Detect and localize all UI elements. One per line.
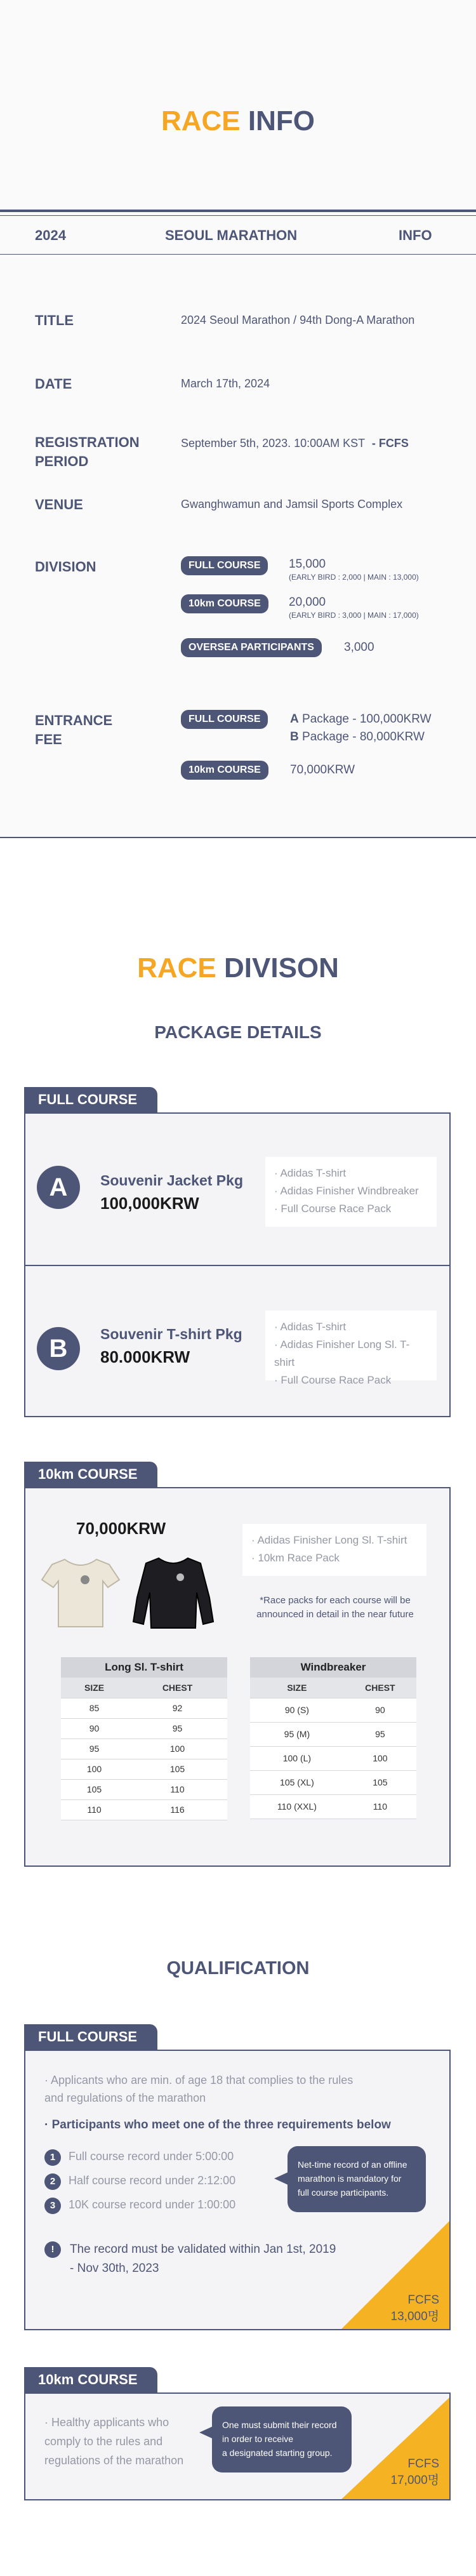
- requirement-item: [44, 2198, 235, 2214]
- division-full-num: 15,000: [289, 557, 326, 571]
- full-fcfs-label: FCFS: [407, 2293, 439, 2307]
- net-time-bubble-line2: marathon is mandatory for: [298, 2173, 402, 2184]
- table-cell: 95: [128, 1718, 227, 1738]
- black-longsleeve-image: [132, 1553, 215, 1632]
- label-title: TITLE: [35, 312, 74, 328]
- fee-10k-value: 70,000KRW: [290, 763, 355, 777]
- table-cell: 90: [344, 1698, 416, 1722]
- table-cell: 105 (XL): [250, 1770, 344, 1794]
- package-b-badge: B: [37, 1327, 80, 1370]
- table-cell: 85: [61, 1698, 128, 1718]
- table-cell: 105: [344, 1770, 416, 1794]
- table-cell: 110 (XXL): [250, 1794, 344, 1819]
- package-b-item: · Full Course Race Pack: [274, 1374, 392, 1386]
- qualification-title: QUALIFICATION: [166, 1958, 310, 1979]
- windbreaker-size-table: [250, 1657, 416, 1819]
- ten-km-note-line1: *Race packs for each course will be: [260, 1595, 411, 1606]
- package-b-price: 80.000KRW: [100, 1347, 190, 1366]
- table-cell: 100 (L): [250, 1746, 344, 1770]
- label-registration-line2: PERIOD: [35, 453, 89, 469]
- full-fcfs-corner: [355, 2292, 439, 2325]
- record-bubble: [212, 2406, 352, 2473]
- race-division-title-accent: RACE: [137, 952, 216, 984]
- ten-km-price: 70,000KRW: [76, 1519, 166, 1538]
- race-info-title-accent: RACE: [161, 105, 241, 137]
- requirement-number: 2: [44, 2173, 61, 2190]
- qual-full-tab: FULL COURSE: [24, 2024, 157, 2050]
- record-bubble-line2: in order to receive: [222, 2434, 294, 2444]
- package-b-items-box: [265, 1311, 437, 1386]
- table-row: [61, 1718, 227, 1738]
- race-info-section: [0, 0, 476, 838]
- longsleeve-table-title: Long Sl. T-shirt: [61, 1657, 227, 1678]
- ten-fcfs-count: 17,000명: [390, 2474, 439, 2487]
- header-col-info: INFO: [399, 227, 432, 243]
- header-col-event: SEOUL MARATHON: [165, 227, 298, 243]
- requirement-item: [44, 2173, 235, 2190]
- table-row: [61, 1779, 227, 1799]
- ten-fcfs-corner: [355, 2456, 439, 2489]
- table-row: [250, 1770, 416, 1794]
- division-oversea-pill: OVERSEA PARTICIPANTS: [181, 638, 322, 657]
- fee-package-b: [290, 730, 425, 744]
- label-registration-line1: REGISTRATION: [35, 434, 140, 450]
- ten-km-tab: 10km COURSE: [24, 1462, 157, 1487]
- ten-km-note: [234, 1594, 437, 1622]
- ten-km-items-box: [242, 1524, 426, 1576]
- package-b-name: Souvenir T-shirt Pkg: [100, 1326, 242, 1342]
- requirement-text: Full course record under 5:00:00: [69, 2150, 234, 2163]
- table-row: [61, 1799, 227, 1820]
- longsleeve-size-table: [61, 1657, 227, 1820]
- package-divider: [25, 1265, 449, 1266]
- package-b-item: · Adidas T-shirt: [274, 1321, 347, 1333]
- table-row: [250, 1722, 416, 1746]
- ten-km-note-line2: announced in detail in the near future: [256, 1609, 414, 1620]
- qual-10k-line2: comply to the rules and: [44, 2435, 163, 2448]
- package-details-subtitle: PACKAGE DETAILS: [154, 1022, 322, 1042]
- requirement-item: [44, 2149, 234, 2166]
- package-a-price: 100,000KRW: [100, 1194, 199, 1213]
- table-cell: 110: [344, 1794, 416, 1819]
- table-cell: 105: [61, 1779, 128, 1799]
- table-row: [250, 1794, 416, 1819]
- package-a-item: · Adidas T-shirt: [274, 1167, 347, 1179]
- net-time-bubble-line3: full course participants.: [298, 2187, 389, 2198]
- ten-km-item: · Adidas Finisher Long Sl. T-shirt: [251, 1534, 407, 1546]
- longsleeve-header-size: SIZE: [61, 1678, 128, 1698]
- table-row: [61, 1698, 227, 1718]
- fee-package-b-text: Package - 80,000KRW: [302, 730, 425, 744]
- package-a-name: Souvenir Jacket Pkg: [100, 1172, 243, 1189]
- record-bubble-line3: a designated starting group.: [222, 2448, 333, 2458]
- division-full-pill-badge: FULL COURSE: [181, 556, 268, 575]
- package-a-items-box: [265, 1157, 437, 1227]
- full-fcfs-count: 13,000명: [390, 2310, 439, 2323]
- label-date: DATE: [35, 376, 72, 392]
- header-divider-bottom: [0, 254, 476, 255]
- table-cell: 110: [61, 1799, 128, 1820]
- requirement-number: 3: [44, 2198, 61, 2214]
- requirement-number: 1: [44, 2149, 61, 2166]
- division-10k-num: 20,000: [289, 596, 326, 609]
- fee-package-b-letter: B: [290, 730, 299, 744]
- value-venue: Gwanghwamun and Jamsil Sports Complex: [181, 498, 403, 511]
- qual-full-heading: · Participants who meet one of the three requirements below: [44, 2118, 391, 2132]
- package-a-badge: A: [37, 1166, 80, 1209]
- qual-full-intro: [44, 2071, 353, 2107]
- race-division-title: [0, 952, 476, 984]
- qual-full-intro-line1: · Applicants who are min. of age 18 that complies to the rules: [44, 2074, 354, 2086]
- package-b-item: · Adidas Finisher Long Sl. T-shirt: [274, 1338, 410, 1368]
- fee-full-pill: FULL COURSE: [181, 710, 268, 729]
- table-cell: 90 (S): [250, 1698, 344, 1722]
- windbreaker-header-chest: CHEST: [344, 1678, 416, 1698]
- validation-notice: [44, 2240, 336, 2278]
- table-row: [61, 1738, 227, 1759]
- package-a-item: · Adidas Finisher Windbreaker: [274, 1185, 419, 1197]
- requirement-text: 10K course record under 1:00:00: [69, 2198, 236, 2211]
- race-info-title: [0, 105, 476, 137]
- qual-10k-line3: regulations of the marathon: [44, 2454, 184, 2467]
- white-tshirt-image: [39, 1554, 122, 1631]
- label-venue: VENUE: [35, 497, 83, 512]
- table-cell: 92: [128, 1698, 227, 1718]
- windbreaker-table-title: Windbreaker: [250, 1657, 416, 1678]
- validation-line1: The record must be validated within Jan 1st, 2019: [70, 2243, 336, 2256]
- full-course-tab: FULL COURSE: [24, 1087, 157, 1112]
- race-division-title-main: DIVISON: [224, 952, 339, 984]
- requirement-text: Half course record under 2:12:00: [69, 2174, 236, 2187]
- table-row: [61, 1759, 227, 1779]
- label-fee-line1: ENTRANCE: [35, 712, 113, 728]
- division-10k-pill: 10km COURSE: [181, 594, 268, 613]
- header-col-year: 2024: [35, 227, 66, 243]
- value-registration: [181, 437, 409, 450]
- record-bubble-line1: One must submit their record: [222, 2420, 337, 2430]
- table-cell: 100: [61, 1759, 128, 1779]
- table-cell: 95 (M): [250, 1722, 344, 1746]
- value-title: 2024 Seoul Marathon / 94th Dong-A Marathon: [181, 314, 415, 326]
- qual-10k-tab: 10km COURSE: [24, 2367, 157, 2392]
- label-registration: [35, 433, 140, 471]
- race-info-title-main: INFO: [248, 105, 315, 137]
- validation-line2: - Nov 30th, 2023: [70, 2262, 159, 2275]
- windbreaker-header-size: SIZE: [250, 1678, 344, 1698]
- header-divider-top-thin: [0, 215, 476, 216]
- table-cell: 105: [128, 1759, 227, 1779]
- fee-10k-pill: 10km COURSE: [181, 761, 268, 780]
- table-cell: 110: [128, 1779, 227, 1799]
- table-cell: 100: [344, 1746, 416, 1770]
- table-cell: 90: [61, 1718, 128, 1738]
- alert-icon: !: [44, 2241, 61, 2258]
- race-info-bottom-divider: [0, 837, 476, 838]
- value-registration-date: September 5th, 2023. 10:00AM KST: [181, 437, 365, 450]
- value-date: March 17th, 2024: [181, 377, 270, 390]
- package-a-item: · Full Course Race Pack: [274, 1203, 392, 1215]
- value-registration-note: - FCFS: [371, 437, 409, 450]
- qual-10k-text: [44, 2413, 183, 2470]
- ten-fcfs-label: FCFS: [407, 2457, 439, 2471]
- qual-10k-line1: · Healthy applicants who: [44, 2416, 169, 2429]
- table-row: [250, 1698, 416, 1722]
- division-oversea-num: 3,000: [344, 641, 374, 654]
- table-cell: 116: [128, 1799, 227, 1820]
- fee-package-a-letter: A: [290, 712, 299, 726]
- table-cell: 95: [344, 1722, 416, 1746]
- qual-full-intro-line2: and regulations of the marathon: [44, 2092, 206, 2104]
- fee-package-a: [290, 712, 432, 726]
- longsleeve-header-chest: CHEST: [128, 1678, 227, 1698]
- header-divider-top: [0, 210, 476, 212]
- net-time-bubble-line1: Net-time record of an offline: [298, 2159, 407, 2170]
- net-time-bubble: [288, 2146, 426, 2212]
- division-10k-note: (EARLY BIRD : 3,000 | MAIN : 17,000): [289, 611, 419, 620]
- division-full-note: (EARLY BIRD : 2,000 | MAIN : 13,000): [289, 573, 419, 582]
- label-fee-line2: FEE: [35, 731, 62, 747]
- label-division: DIVISION: [35, 559, 96, 575]
- fee-package-a-text: Package - 100,000KRW: [302, 712, 432, 726]
- ten-km-item: · 10km Race Pack: [251, 1552, 340, 1564]
- label-entrance-fee: [35, 711, 112, 749]
- table-row: [250, 1746, 416, 1770]
- bubble-pointer: [274, 2172, 289, 2186]
- table-cell: 95: [61, 1738, 128, 1759]
- table-cell: 100: [128, 1738, 227, 1759]
